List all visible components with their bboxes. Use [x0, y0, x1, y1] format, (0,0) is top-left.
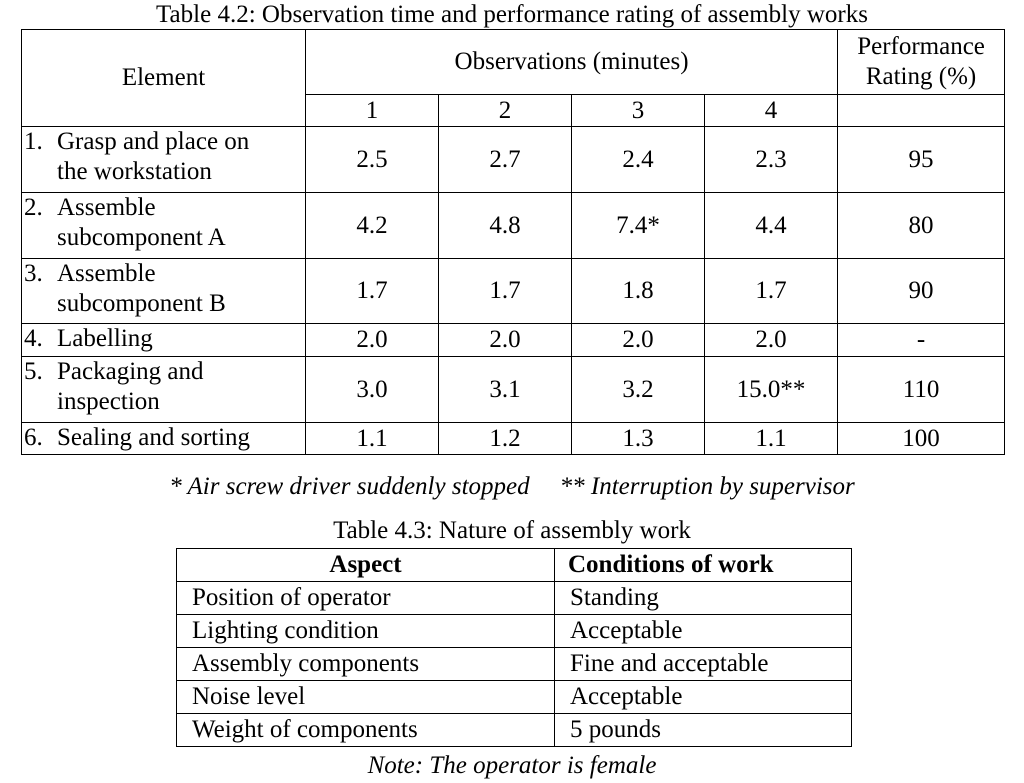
aspect-cell: Lighting condition	[177, 615, 555, 648]
obs-cell: 4.2	[306, 193, 439, 259]
aspect-cell: Noise level	[177, 681, 555, 714]
conditions-header: Conditions of work	[555, 549, 852, 582]
condition-cell: 5 pounds	[555, 714, 852, 747]
rating-cell: 95	[838, 127, 1005, 193]
element-number: 2.	[24, 194, 43, 221]
element-number: 3.	[24, 260, 43, 287]
operator-note: Note: The operator is female	[367, 752, 657, 779]
aspect-cell: Position of operator	[177, 582, 555, 615]
table-header-row	[177, 549, 852, 582]
element-text-line1: Labelling	[57, 325, 153, 352]
obs-cell: 4.4	[705, 193, 838, 259]
table-4-2-caption: Table 4.2: Observation time and performance rating of assembly works	[156, 1, 868, 28]
element-number: 4.	[24, 325, 43, 352]
obs-cell: 1.2	[439, 423, 572, 455]
obs-cell: 1.7	[439, 259, 572, 324]
obs-cell: 2.0	[306, 324, 439, 357]
table-4-3-caption: Table 4.3: Nature of assembly work	[333, 517, 691, 544]
obs-cell: 15.0**	[705, 357, 838, 423]
aspect-cell: Weight of components	[177, 714, 555, 747]
rating-cell: 110	[838, 357, 1005, 423]
element-text-line2: inspection	[57, 388, 160, 415]
table-header-row	[22, 30, 1005, 95]
rating-header-line1: Performance	[857, 33, 985, 60]
rating-blank-cell	[838, 95, 1005, 127]
element-number: 6.	[24, 424, 43, 451]
observations-header: Observations (minutes)	[306, 30, 838, 95]
obs-cell: 2.5	[306, 127, 439, 193]
obs-number-4: 4	[705, 95, 838, 127]
obs-cell: 2.0	[572, 324, 705, 357]
element-number: 1.	[24, 128, 43, 155]
obs-cell: 1.3	[572, 423, 705, 455]
element-text-line1: Sealing and sorting	[57, 424, 251, 451]
rating-cell: 100	[838, 423, 1005, 455]
table-row	[177, 681, 852, 714]
element-cell	[22, 423, 306, 455]
obs-cell: 3.1	[439, 357, 572, 423]
performance-rating-header	[838, 30, 1005, 95]
element-cell	[22, 127, 306, 193]
condition-cell: Fine and acceptable	[555, 648, 852, 681]
rating-cell: 90	[838, 259, 1005, 324]
obs-cell: 1.7	[306, 259, 439, 324]
table-row	[22, 259, 1005, 324]
rating-header-line2: Rating (%)	[865, 63, 977, 90]
table-row	[177, 615, 852, 648]
condition-cell: Standing	[555, 582, 852, 615]
aspect-cell: Assembly components	[177, 648, 555, 681]
obs-cell: 2.7	[439, 127, 572, 193]
element-text-line2: the workstation	[57, 158, 212, 185]
obs-cell: 4.8	[439, 193, 572, 259]
observation-time-table	[21, 29, 1005, 455]
obs-cell: 7.4*	[572, 193, 705, 259]
table-4-2-footnotes	[0, 472, 1024, 502]
condition-cell: Acceptable	[555, 681, 852, 714]
table-row	[22, 357, 1005, 423]
footnote-air-screwdriver: * Air screw driver suddenly stopped	[169, 473, 530, 500]
obs-cell: 2.3	[705, 127, 838, 193]
element-cell	[22, 357, 306, 423]
table-row	[22, 193, 1005, 259]
obs-number-3: 3	[572, 95, 705, 127]
element-cell	[22, 259, 306, 324]
footnote-interruption: ** Interruption by supervisor	[559, 473, 855, 500]
table-row	[177, 582, 852, 615]
table-row	[22, 324, 1005, 357]
obs-number-1: 1	[306, 95, 439, 127]
obs-cell: 2.0	[439, 324, 572, 357]
rating-cell: 80	[838, 193, 1005, 259]
obs-cell: 2.4	[572, 127, 705, 193]
element-text-line1: Grasp and place on	[57, 128, 250, 155]
obs-cell: 2.0	[705, 324, 838, 357]
element-number: 5.	[24, 358, 43, 385]
table-row	[177, 714, 852, 747]
element-text-line1: Assemble	[57, 260, 156, 287]
element-cell	[22, 324, 306, 357]
element-text-line2: subcomponent A	[57, 224, 226, 251]
nature-of-work-table	[176, 548, 852, 747]
obs-cell: 3.0	[306, 357, 439, 423]
obs-cell: 1.1	[705, 423, 838, 455]
obs-cell: 1.7	[705, 259, 838, 324]
table-row	[22, 127, 1005, 193]
aspect-header: Aspect	[177, 549, 555, 582]
rating-cell: -	[838, 324, 1005, 357]
element-text-line1: Packaging and	[57, 358, 204, 385]
element-text-line2: subcomponent B	[57, 290, 226, 317]
element-text-line1: Assemble	[57, 194, 156, 221]
element-cell	[22, 193, 306, 259]
obs-cell: 1.1	[306, 423, 439, 455]
condition-cell: Acceptable	[555, 615, 852, 648]
element-header: Element	[22, 30, 306, 127]
obs-cell: 3.2	[572, 357, 705, 423]
obs-cell: 1.8	[572, 259, 705, 324]
obs-number-2: 2	[439, 95, 572, 127]
table-row	[177, 648, 852, 681]
table-row	[22, 423, 1005, 455]
